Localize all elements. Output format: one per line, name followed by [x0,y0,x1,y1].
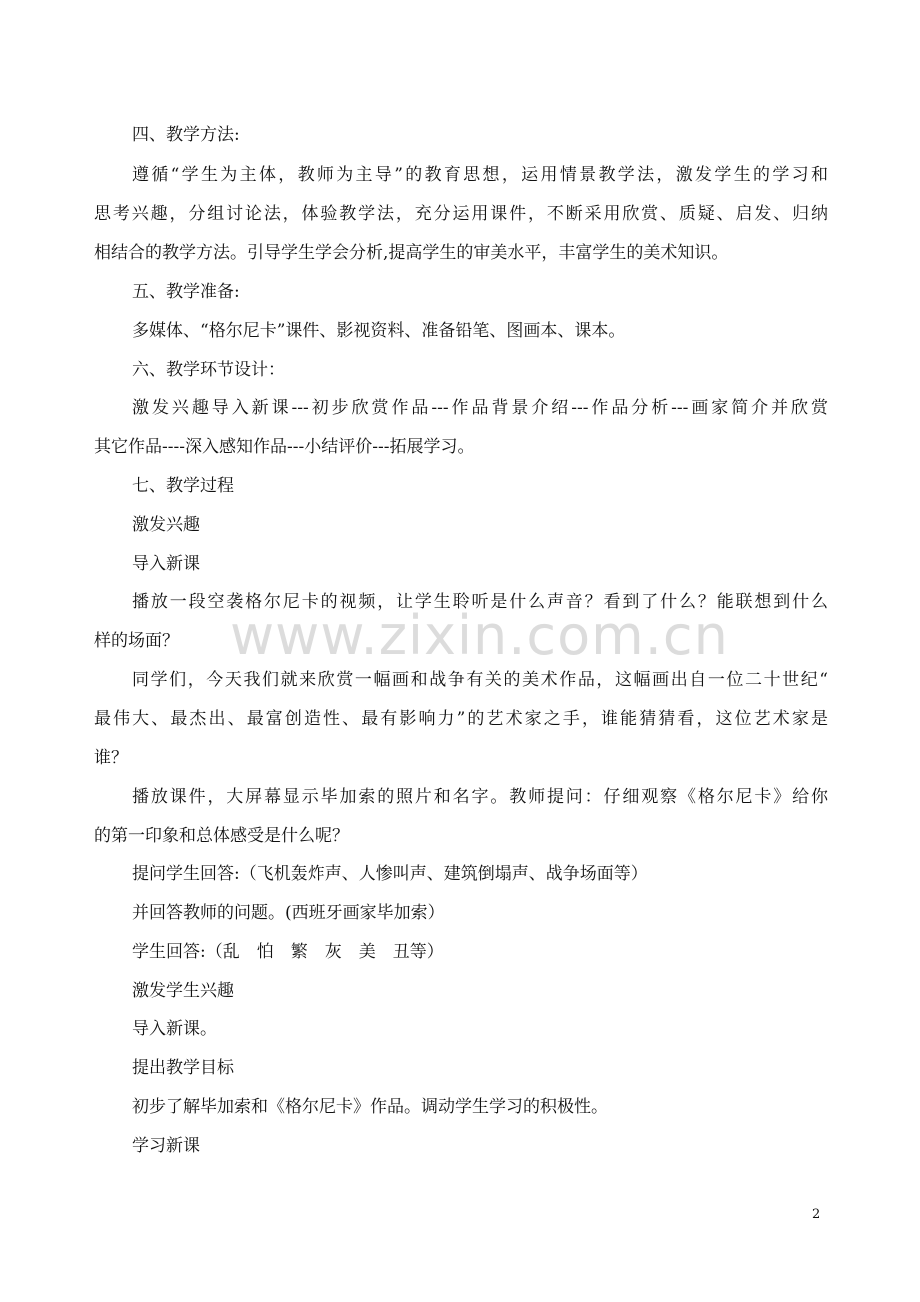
paragraph-line: 的第一印象和总体感受是什么呢？ [94,826,349,846]
paragraph-line: 提出教学目标 [132,1058,234,1078]
paragraph-line: 样的场面？ [94,631,179,651]
section-heading-teaching-design: 六、教学环节设计： [132,360,285,380]
section-heading-teaching-preparation: 五、教学准备: [132,282,240,302]
paragraph-line: 播放课件，大屏幕显示毕加索的照片和名字。教师提问：仔细观察《格尔尼卡》给你 [132,787,828,807]
paragraph-line: 激发兴趣导入新课---初步欣赏作品---作品背景介绍---作品分析---画家简介并欣赏 [132,398,828,418]
paragraph-line: 多媒体、“格尔尼卡”课件、影视资料、准备铅笔、图画本、课本。 [132,321,626,341]
paragraph-line: 谁？ [94,748,128,768]
paragraph-line: 相结合的教学方法。引导学生学会分析,提高学生的审美水平，丰富学生的美术知识。 [94,243,729,263]
paragraph-line: 其它作品----深入感知作品---小结评价---拓展学习。 [94,437,475,457]
paragraph-line: 激发学生兴趣 [132,981,234,1001]
paragraph-line: 并回答教师的问题。(西班牙画家毕加索） [132,903,445,923]
paragraph-line: 播放一段空袭格尔尼卡的视频，让学生聆听是什么声音？看到了什么？能联想到什么 [132,592,828,612]
paragraph-line: 导入新课 [132,554,200,574]
paragraph-line: 激发兴趣 [132,515,200,535]
paragraph-line: 提问学生回答:（飞机轰炸声、人惨叫声、建筑倒塌声、战争场面等） [132,864,648,884]
paragraph-line: 思考兴趣，分组讨论法，体验教学法，充分运用课件，不断采用欣赏、质疑、启发、归纳 [94,204,828,224]
paragraph-line: 学习新课 [132,1136,200,1156]
paragraph-line: 学生回答:（乱 怕 繁 灰 美 丑等） [132,942,444,962]
section-heading-teaching-methods: 四、教学方法: [132,125,240,145]
paragraph-line: 最伟大、最杰出、最富创造性、最有影响力”的艺术家之手，谁能猜猜看，这位艺术家是 [94,709,828,729]
paragraph-line: 遵循“学生为主体，教师为主导”的教育思想，运用情景教学法，激发学生的学习和 [132,165,828,185]
section-heading-teaching-process: 七、教学过程 [132,476,234,496]
page-number: 2 [812,1207,821,1222]
paragraph-line: 同学们，今天我们就来欣赏一幅画和战争有关的美术作品，这幅画出自一位二十世纪“ [132,670,828,690]
watermark: www.zixin.com.cn [230,604,729,667]
paragraph-line: 初步了解毕加索和《格尔尼卡》作品。调动学生学习的积极性。 [132,1097,608,1117]
paragraph-line: 导入新课。 [132,1019,217,1039]
